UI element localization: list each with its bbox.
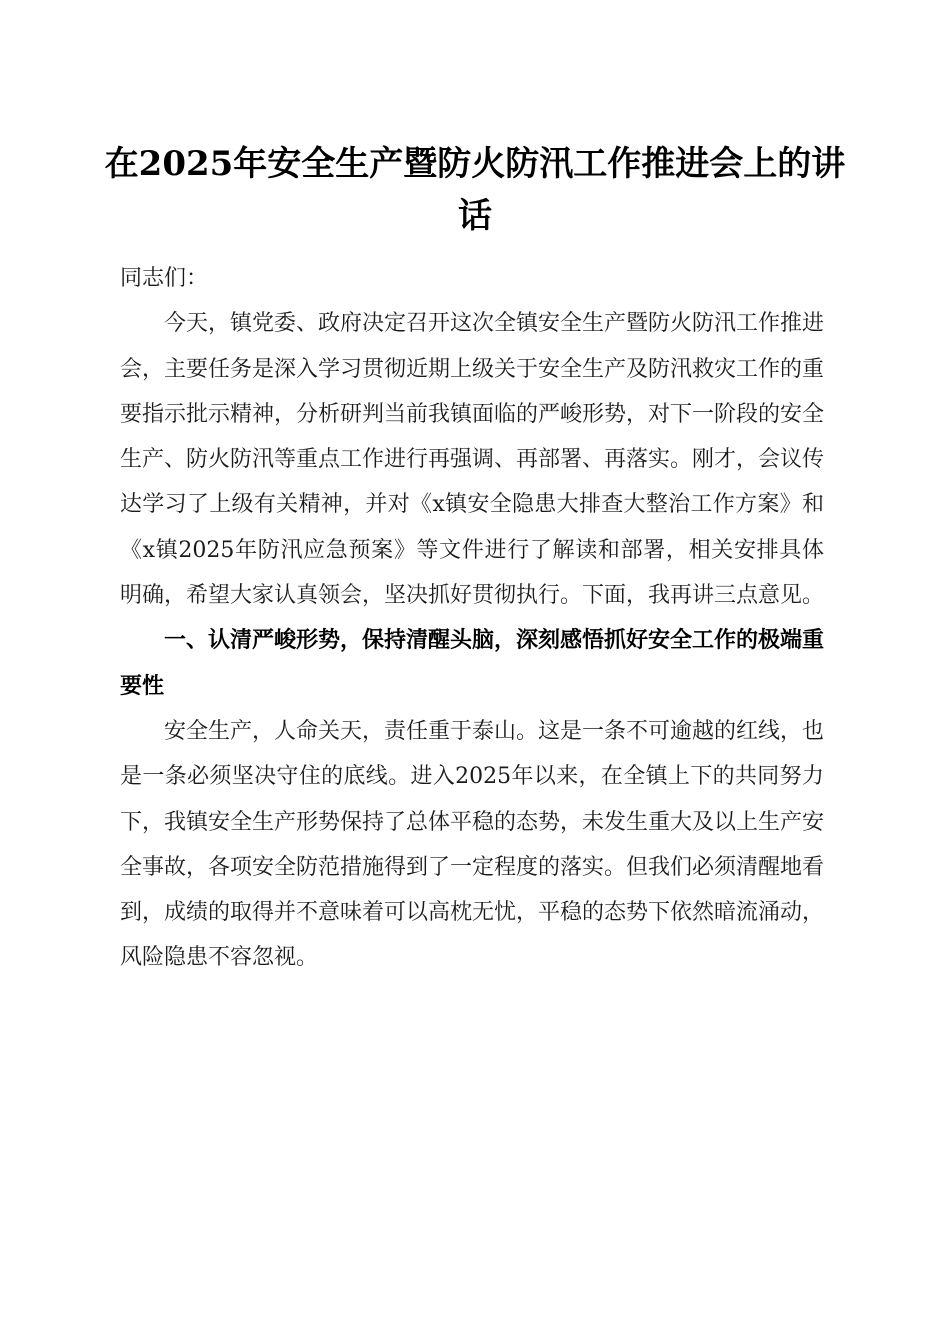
intro-paragraph: 今天，镇党委、政府决定召开这次全镇安全生产暨防火防汛工作推进会，主要任务是深入学习贯彻近期上级关于安全生产及防汛救灾工作的重要指示批示精神，分析研判当前我镇面临的严峻形势，对下一阶段的安全生产、防火防汛等重点工作进行再强调、再部署、再落实。刚才，会议传达学习了上级有关精神，并对《x镇安全隐患大排查大整治工作方案》和《x镇2025年防汛应急预案》等文件进行了解读和部署，相关安排具体明确，希望大家认真领会，坚决抓好贯彻执行。下面，我再讲三点意见。 [120, 311, 825, 609]
section-heading-1: 一、认清严峻形势，保持清醒头脑，深刻感悟抓好安全工作的极端重要性 [120, 628, 825, 699]
document-body [120, 256, 824, 981]
section-paragraph-1: 安全生产，人命关天，责任重于泰山。这是一条不可逾越的红线，也是一条必须坚决守住的底线。进入2025年以来，在全镇上下的共同努力下，我镇安全生产形势保持了总体平稳的态势，未发生重大及以上生产安全事故，各项安全防范措施得到了一定程度的落实。但我们必须清醒地看到，成绩的取得并不意味着可以高枕无忧，平稳的态势下依然暗流涌动，风险隐患不容忽视。 [120, 718, 825, 971]
document-title: 在2025年安全生产暨防火防汛工作推进会上的讲话 [104, 144, 846, 236]
salutation: 同志们： [120, 266, 209, 291]
